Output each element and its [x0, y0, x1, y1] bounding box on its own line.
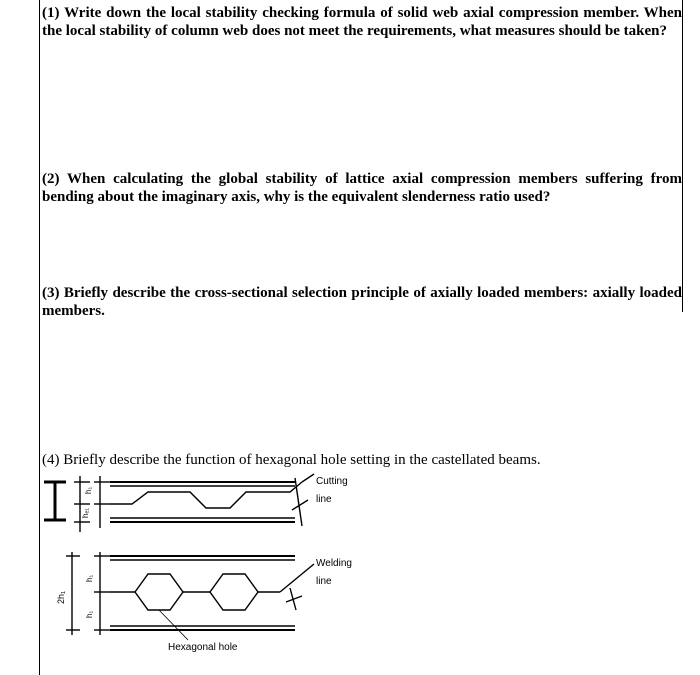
hexagonal-hole-label: Hexagonal hole	[168, 642, 238, 653]
cutting-label-1: Cutting	[316, 476, 348, 487]
dim-h1-middle: h₁	[85, 574, 94, 582]
question-4: (4) Briefly describe the function of hexagonal hole setting in the castellated beams.	[42, 452, 541, 468]
page-right-border	[682, 0, 683, 312]
i-section-icon	[44, 482, 66, 520]
upper-dimension-lines	[74, 476, 110, 532]
dim-h1-lower: h₁	[85, 610, 94, 618]
welding-line	[280, 564, 314, 592]
lower-beam	[110, 556, 302, 630]
upper-beam	[110, 478, 308, 526]
question-2: (2) When calculating the global stability of lattice axial compression members suffering from bending about the imaginary axis, why is the equivalent slenderness ratio used?	[42, 171, 682, 205]
welding-label-1: Welding	[316, 558, 352, 569]
hexagonal-hole-1	[135, 574, 183, 610]
question-1: (1) Write down the local stability checking formula of solid web axial compression member. When the local stability of column web does not meet the requirements, what measures should be taken?	[42, 5, 682, 39]
dim-hc1: hₑ₁	[81, 507, 90, 518]
question-3: (3) Briefly describe the cross-sectional selection principle of axially loaded members: axially loaded members.	[42, 285, 682, 319]
cutting-label-2: line	[316, 494, 332, 505]
dim-2h1: 2h₁	[56, 590, 66, 604]
dim-h1-upper: h₁	[84, 486, 93, 494]
lower-dimension-lines	[66, 552, 110, 635]
welding-label-2: line	[316, 576, 332, 587]
hexagonal-hole-2	[210, 574, 258, 610]
castellated-beam-diagram	[40, 470, 370, 665]
